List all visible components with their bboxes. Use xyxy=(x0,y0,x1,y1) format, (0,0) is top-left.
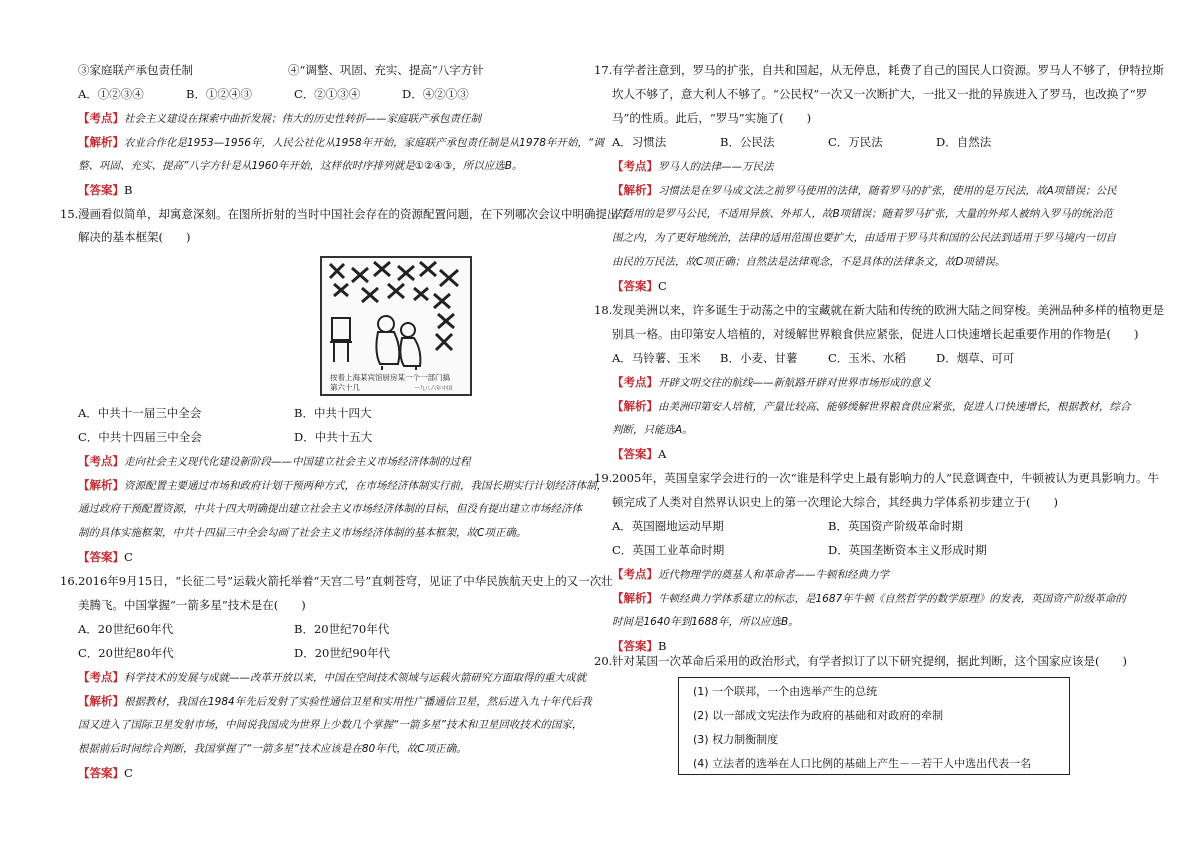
q16-jiexi-line: 根据前后时间综合判断，我国掌握了“一箭多星”技术应该是在80年代，故C项正确。 xyxy=(78,743,467,755)
q16-stem: 16. 2016年9月15日，“长征二号”运载火箭托举着“天宫二号”直刺苍穹，见证了中华民族航天史上的又一次壮 xyxy=(60,574,613,588)
q15-stem: 15. 漫画看似简单，却寓意深刻。在图所折射的当时中国社会存在的资源配置问题，在下列哪次会议中明确提出了 xyxy=(60,207,630,221)
q17-jiexi: 【解析】习惯法是在罗马成文法之前罗马使用的法律，随着罗马的扩张，使用的是万民法，故A项错误；公民 xyxy=(612,183,1117,197)
q17-option-a[interactable]: A．习惯法 xyxy=(612,135,667,149)
q14-item-4: ④“调整、巩固、充实、提高”八字方针 xyxy=(288,63,484,77)
q15-jiexi-line: 制的具体实施框架，中共十四届三中全会勾画了社会主义市场经济体制的基本框架，故C项正确。 xyxy=(78,527,527,539)
q19-answer: 【答案】B xyxy=(612,639,667,653)
q16-option-a[interactable]: A．20世纪60年代 xyxy=(78,622,174,636)
q15-jiexi: 【解析】资源配置主要通过市场和政府计划干预两种方式，在市场经济体制实行前，我国长期实行计划经济体制， xyxy=(78,478,607,492)
cartoon-drawing xyxy=(322,258,470,394)
q17-jiexi-line: 围之内，为了更好地统治，法律的适用范围也要扩大，由适用于罗马共和国的公民法到适用于罗马境内一切自 xyxy=(612,232,1116,244)
q18-stem-line: 别具一格。由印第安人培植的，对缓解世界粮食供应紧张，促进人口快速增长起重要作用的作物是( ) xyxy=(612,327,1139,341)
q20-outline-item: (4) 立法者的选举在人口比例的基础上产生－－若干人中选出代表一名 xyxy=(693,757,1032,770)
q18-stem: 18. 发现美洲以来，许多诞生于动荡之中的宝藏就在新大陆和传统的欧洲大陆之间穿梭。美洲品种多样的植物更是 xyxy=(594,303,1164,317)
q17-option-d[interactable]: D．自然法 xyxy=(936,135,992,149)
q15-option-b[interactable]: B．中共十四大 xyxy=(294,406,372,420)
cartoon-caption-2: 第六十几 xyxy=(330,383,360,392)
q19-stem-line: 顿完成了人类对自然界认识史上的第一次理论大综合，其经典力学体系初步建立于( ) xyxy=(612,495,1058,509)
q15-option-a[interactable]: A．中共十一届三中全会 xyxy=(78,406,202,420)
q14-kaodian: 【考点】社会主义建设在探索中曲折发展；伟大的历史性转折——家庭联产承包责任制 xyxy=(78,111,481,125)
q15-option-c[interactable]: C．中共十四届三中全会 xyxy=(78,430,202,444)
q14-option-b[interactable]: B．①②④③ xyxy=(186,87,252,101)
q20-outline-box xyxy=(678,677,1070,775)
q17-stem-line: 坎人不够了，意大利人不够了。“公民权”一次又一次断扩大，一批又一批的异族进入了罗马，也改换了“罗 xyxy=(612,87,1148,101)
cartoon-caption-3: 一九八六年中国 xyxy=(414,386,453,392)
q17-option-c[interactable]: C．万民法 xyxy=(828,135,883,149)
q19-kaodian: 【考点】近代物理学的奠基人和革命者——牛顿和经典力学 xyxy=(612,567,889,581)
q19-option-c[interactable]: C．英国工业革命时期 xyxy=(612,543,725,557)
q18-option-d[interactable]: D．烟草、可可 xyxy=(936,351,1015,365)
q20-outline-item: (3) 权力制衡制度 xyxy=(693,733,779,746)
q15-answer: 【答案】C xyxy=(78,550,133,564)
q17-jiexi-line: 由民的万民法，故C项正确；自然法是法律观念，不是具体的法律条文，故D项错误。 xyxy=(612,256,1006,268)
q18-jiexi-line: 判断，只能选A。 xyxy=(612,424,693,436)
q15-kaodian: 【考点】走向社会主义现代化建设新阶段——中国建立社会主义市场经济体制的过程 xyxy=(78,454,471,468)
q14-option-d[interactable]: D．④②①③ xyxy=(402,87,469,101)
q19-jiexi-line: 时间是1640年到1688年，所以应选B。 xyxy=(612,616,799,628)
right-column xyxy=(594,0,1164,849)
q14-answer: 【答案】B xyxy=(78,183,133,197)
q19-option-a[interactable]: A．英国圈地运动早期 xyxy=(612,519,724,533)
q17-kaodian: 【考点】罗马人的法律——万民法 xyxy=(612,159,774,173)
q15-jiexi-line: 通过政府干预配置资源，中共十四大明确提出建立社会主义市场经济体制的目标，但没有提出建立市场经济体 xyxy=(78,503,582,515)
cartoon-caption-1: 按着上海某宾馆厨房某一个一部门搞 xyxy=(330,373,450,382)
cartoon-image xyxy=(320,256,472,396)
q14-option-a[interactable]: A．①②③④ xyxy=(78,87,144,101)
q18-option-c[interactable]: C．玉米、水稻 xyxy=(828,351,906,365)
q18-option-b[interactable]: B．小麦、甘薯 xyxy=(720,351,798,365)
q14-item-3: ③家庭联产承包责任制 xyxy=(78,63,193,77)
q18-answer: 【答案】A xyxy=(612,447,667,461)
q17-stem: 17. 有学者注意到，罗马的扩张，自共和国起，从无停息，耗费了自己的国民人口资源。罗马人不够了，伊特拉斯 xyxy=(594,63,1164,77)
q15-option-d[interactable]: D．中共十五大 xyxy=(294,430,373,444)
q18-jiexi: 【解析】由美洲印第安人培植，产量比较高、能够缓解世界粮食供应紧张，促进人口快速增长，根据教材，综合 xyxy=(612,399,1131,413)
q20-outline-item: (1) 一个联邦，一个由选举产生的总统 xyxy=(693,685,878,698)
q19-stem: 19. 2005年，英国皇家学会进行的一次“谁是科学史上最有影响力的人”民意调查中，牛顿被认为更具影响力。牛 xyxy=(594,471,1160,485)
q17-option-b[interactable]: B．公民法 xyxy=(720,135,775,149)
q17-jiexi-line: 法适用的是罗马公民，不适用异族、外邦人，故B项错误；随着罗马扩张，大量的外邦人被纳入罗马的统治范 xyxy=(612,208,1113,220)
left-column xyxy=(60,0,630,849)
q19-option-b[interactable]: B．英国资产阶级革命时期 xyxy=(828,519,963,533)
q16-option-b[interactable]: B．20世纪70年代 xyxy=(294,622,390,636)
q17-answer: 【答案】C xyxy=(612,279,667,293)
q18-kaodian: 【考点】开辟文明交往的航线——新航路开辟对世界市场形成的意义 xyxy=(612,375,931,389)
q18-option-a[interactable]: A．马铃薯、玉米 xyxy=(612,351,701,365)
q20-outline-item: (2) 以一部成文宪法作为政府的基础和对政府的牵制 xyxy=(693,709,944,722)
q19-option-d[interactable]: D．英国垄断资本主义形成时期 xyxy=(828,543,987,557)
q17-stem-line: 马”的性质。此后，“罗马”实施了( ) xyxy=(612,111,812,125)
q16-kaodian: 【考点】科学技术的发展与成就——改革开放以来，中国在空间技术领域与运载火箭研究方面取得的重大成就 xyxy=(78,670,586,684)
q16-option-d[interactable]: D．20世纪90年代 xyxy=(294,646,390,660)
q19-jiexi: 【解析】牛顿经典力学体系建立的标志，是1687年牛顿《自然哲学的数学原理》的发表，英国资产阶级革命的 xyxy=(612,591,1126,605)
q14-jiexi-line: 整、巩固、充实、提高”八字方针是从1960年开始，这样依时序排列就是①②④③，所以应选B。 xyxy=(78,160,523,172)
q16-jiexi-line: 国又进入了国际卫星发射市场，中间说我国成为世界上少数几个掌握“一箭多星”技术和卫星回收技术的国家， xyxy=(78,719,583,731)
q15-stem-line: 解决的基本框架( ) xyxy=(78,230,191,244)
q16-answer: 【答案】C xyxy=(78,766,133,780)
q16-option-c[interactable]: C．20世纪80年代 xyxy=(78,646,174,660)
q16-stem-line: 美腾飞。中国掌握“一箭多星”技术是在( ) xyxy=(78,598,306,612)
q14-option-c[interactable]: C．②①③④ xyxy=(294,87,361,101)
q14-jiexi: 【解析】农业合作化是1953—1956年，人民公社化从1958年开始，家庭联产承包责任制是从1978年开始，“调 xyxy=(78,135,604,149)
q20-stem: 20. 针对某国一次革命后采用的政治形式，有学者拟订了以下研究提纲，据此判断，这个国家应该是( ) xyxy=(594,654,1127,668)
q16-jiexi: 【解析】根据教材，我国在1984年先后发射了实验性通信卫星和实用性广播通信卫星，然后进入九十年代后我 xyxy=(78,694,592,708)
